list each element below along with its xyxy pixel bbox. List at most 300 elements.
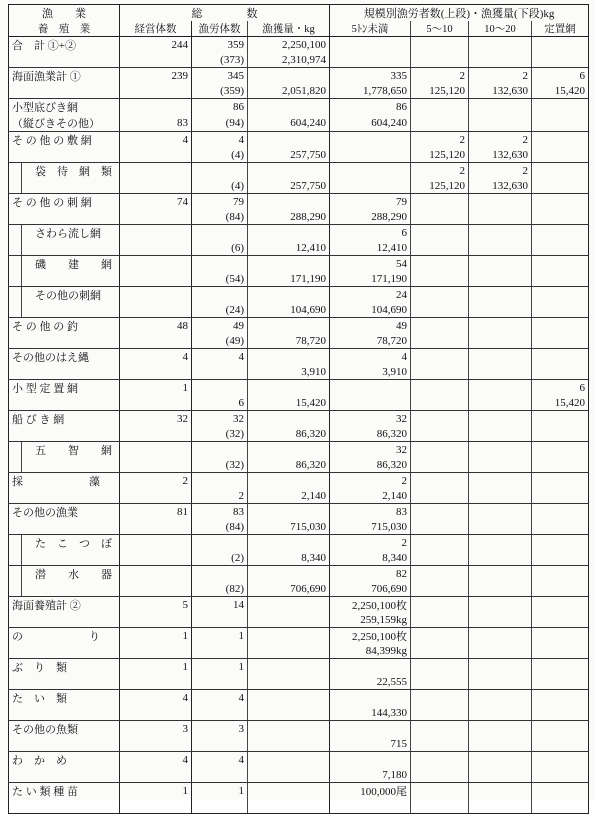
cell-catch: [248, 256, 330, 273]
cell-catch: [248, 659, 330, 676]
cell-fixed-net: [532, 582, 589, 597]
table-row: [9, 799, 589, 814]
header-category-bottom: 養 殖 業: [9, 21, 120, 37]
cell-fixed-net: [532, 768, 589, 783]
row-category-label-sub: [9, 53, 120, 68]
row-category-label: 合 計 ①+②: [9, 37, 120, 54]
cell-fixed-net: [532, 613, 589, 628]
cell-workers: (49): [192, 334, 248, 349]
cell-fixed-net: [532, 318, 589, 335]
cell-size-5-10: [411, 225, 469, 242]
cell-entities: [120, 210, 192, 225]
table-row: [9, 504, 589, 521]
table-row: [9, 210, 589, 225]
cell-fixed-net: 15,420: [532, 84, 589, 99]
cell-size-under5: 2,250,100枚: [330, 597, 411, 614]
row-category-label: 磯 建 網: [9, 256, 120, 273]
cell-workers: (4): [192, 148, 248, 163]
cell-entities: [120, 675, 192, 690]
cell-fixed-net: [532, 225, 589, 242]
table-row: [9, 597, 589, 614]
cell-size-5-10: [411, 644, 469, 659]
cell-size-under5: 84,399kg: [330, 644, 411, 659]
cell-workers: [192, 442, 248, 459]
cell-size-10-20: [469, 644, 532, 659]
row-category-label: その他の漁業: [9, 504, 120, 521]
cell-entities: [120, 163, 192, 180]
cell-size-under5: 79: [330, 194, 411, 211]
header-row-bottom: [9, 21, 589, 37]
cell-entities: [120, 613, 192, 628]
table-row: [9, 442, 589, 459]
cell-catch: [248, 690, 330, 707]
table-row: [9, 241, 589, 256]
cell-entities: [120, 148, 192, 163]
cell-fixed-net: 6: [532, 68, 589, 85]
cell-catch: [248, 706, 330, 721]
row-category-label: 小 型 定 置 網: [9, 380, 120, 397]
row-category-label: その他の刺網: [9, 287, 120, 304]
cell-fixed-net: [532, 365, 589, 380]
cell-size-10-20: 132,630: [469, 84, 532, 99]
cell-entities: [120, 179, 192, 194]
cell-size-under5: 2: [330, 473, 411, 490]
cell-workers: 1: [192, 628, 248, 645]
cell-size-10-20: [469, 349, 532, 366]
header-size-5-10: 5～10: [411, 21, 469, 37]
cell-size-under5: 100,000尾: [330, 783, 411, 800]
row-category-label-sub: [9, 303, 120, 318]
cell-size-under5: 1,778,650: [330, 84, 411, 99]
cell-size-5-10: [411, 752, 469, 769]
cell-size-10-20: [469, 783, 532, 800]
cell-size-5-10: [411, 613, 469, 628]
cell-size-10-20: [469, 241, 532, 256]
row-category-label-sub: [9, 768, 120, 783]
table-row: [9, 179, 589, 194]
row-category-label-sub: [9, 489, 120, 504]
row-category-label-sub: [9, 675, 120, 690]
cell-entities: 1: [120, 628, 192, 645]
cell-workers: 1: [192, 659, 248, 676]
cell-fixed-net: [532, 349, 589, 366]
cell-workers: [192, 535, 248, 552]
cell-size-5-10: [411, 99, 469, 116]
cell-workers: (24): [192, 303, 248, 318]
cell-size-under5: 2: [330, 535, 411, 552]
cell-catch: 15,420: [248, 396, 330, 411]
cell-workers: 4: [192, 132, 248, 149]
cell-catch: 3,910: [248, 365, 330, 380]
cell-size-10-20: [469, 582, 532, 597]
cell-entities: [120, 287, 192, 304]
cell-workers: [192, 256, 248, 273]
cell-size-10-20: [469, 272, 532, 287]
cell-size-5-10: [411, 442, 469, 459]
cell-fixed-net: [532, 99, 589, 116]
cell-fixed-net: [532, 210, 589, 225]
cell-catch: 8,340: [248, 551, 330, 566]
table-row: [9, 380, 589, 397]
cell-entities: [120, 535, 192, 552]
cell-catch: 86,320: [248, 427, 330, 442]
cell-size-5-10: [411, 380, 469, 397]
table-row: [9, 535, 589, 552]
row-category-label: 五 智 網: [9, 442, 120, 459]
cell-size-10-20: [469, 721, 532, 738]
cell-workers: [192, 380, 248, 397]
cell-size-5-10: [411, 768, 469, 783]
cell-catch: [248, 99, 330, 116]
cell-size-5-10: [411, 194, 469, 211]
cell-fixed-net: 15,420: [532, 396, 589, 411]
cell-catch: [248, 675, 330, 690]
cell-size-10-20: [469, 659, 532, 676]
cell-fixed-net: [532, 334, 589, 349]
cell-fixed-net: [532, 411, 589, 428]
cell-size-5-10: [411, 628, 469, 645]
cell-entities: 5: [120, 597, 192, 614]
cell-size-5-10: [411, 799, 469, 814]
cell-catch: 257,750: [248, 148, 330, 163]
cell-workers: [192, 163, 248, 180]
cell-size-10-20: 2: [469, 163, 532, 180]
cell-size-10-20: [469, 287, 532, 304]
cell-workers: [192, 473, 248, 490]
cell-fixed-net: [532, 706, 589, 721]
cell-size-under5: 604,240: [330, 115, 411, 132]
cell-size-under5: 3,910: [330, 365, 411, 380]
cell-size-5-10: [411, 473, 469, 490]
cell-entities: 81: [120, 504, 192, 521]
table-row: [9, 551, 589, 566]
cell-catch: [248, 287, 330, 304]
table-row: [9, 613, 589, 628]
cell-size-5-10: [411, 287, 469, 304]
cell-size-under5: 32: [330, 442, 411, 459]
cell-catch: [248, 752, 330, 769]
table-row: [9, 148, 589, 163]
cell-fixed-net: [532, 179, 589, 194]
cell-size-10-20: [469, 520, 532, 535]
cell-fixed-net: [532, 37, 589, 54]
cell-size-10-20: [469, 303, 532, 318]
cell-size-5-10: [411, 334, 469, 349]
cell-catch: [248, 163, 330, 180]
cell-fixed-net: [532, 799, 589, 814]
cell-workers: 345: [192, 68, 248, 85]
header-size-under5: 5ﾄﾝ未満: [330, 21, 411, 37]
cell-entities: 48: [120, 318, 192, 335]
cell-size-5-10: [411, 256, 469, 273]
cell-catch: [248, 644, 330, 659]
cell-size-under5: 86,320: [330, 427, 411, 442]
cell-size-10-20: [469, 256, 532, 273]
cell-size-10-20: [469, 706, 532, 721]
cell-fixed-net: [532, 473, 589, 490]
cell-entities: [120, 365, 192, 380]
table-row: [9, 458, 589, 473]
row-category-label: 小型底びき網: [9, 99, 120, 116]
cell-catch: [248, 318, 330, 335]
cell-size-under5: [330, 163, 411, 180]
row-category-label: さわら流し網: [9, 225, 120, 242]
cell-catch: [248, 349, 330, 366]
cell-fixed-net: [532, 535, 589, 552]
cell-size-10-20: [469, 752, 532, 769]
cell-size-under5: [330, 752, 411, 769]
cell-size-10-20: [469, 318, 532, 335]
cell-fixed-net: [532, 520, 589, 535]
row-category-label: 船 び き 網: [9, 411, 120, 428]
table-row: [9, 53, 589, 68]
cell-entities: [120, 442, 192, 459]
cell-size-under5: [330, 148, 411, 163]
cell-size-under5: 715: [330, 737, 411, 752]
row-category-label: 潜 水 器: [9, 566, 120, 583]
cell-catch: [248, 194, 330, 211]
cell-size-5-10: [411, 504, 469, 521]
cell-catch: [248, 132, 330, 149]
cell-size-under5: 8,340: [330, 551, 411, 566]
cell-catch: 12,410: [248, 241, 330, 256]
cell-size-5-10: 125,120: [411, 148, 469, 163]
cell-entities: [120, 799, 192, 814]
table-row: [9, 99, 589, 116]
table-row: [9, 768, 589, 783]
row-category-label: わ か め: [9, 752, 120, 769]
cell-entities: 2: [120, 473, 192, 490]
row-category-label-sub: [9, 582, 120, 597]
cell-size-10-20: [469, 380, 532, 397]
table-row: [9, 473, 589, 490]
cell-entities: 32: [120, 411, 192, 428]
table-row: [9, 334, 589, 349]
table-row: [9, 520, 589, 535]
cell-fixed-net: [532, 721, 589, 738]
table-row: [9, 489, 589, 504]
table-row: [9, 706, 589, 721]
table-row: [9, 349, 589, 366]
cell-size-10-20: [469, 799, 532, 814]
fishery-statistics-table: [8, 4, 589, 814]
cell-size-10-20: 2: [469, 132, 532, 149]
cell-entities: [120, 272, 192, 287]
cell-entities: [120, 566, 192, 583]
cell-entities: [120, 768, 192, 783]
cell-entities: 4: [120, 132, 192, 149]
cell-size-10-20: 132,630: [469, 179, 532, 194]
cell-fixed-net: [532, 287, 589, 304]
cell-workers: 3: [192, 721, 248, 738]
cell-size-5-10: [411, 37, 469, 54]
cell-size-5-10: [411, 303, 469, 318]
cell-fixed-net: [532, 272, 589, 287]
cell-size-under5: 288,290: [330, 210, 411, 225]
table-row: [9, 115, 589, 132]
cell-size-5-10: [411, 427, 469, 442]
cell-workers: (84): [192, 520, 248, 535]
cell-fixed-net: [532, 644, 589, 659]
cell-workers: (94): [192, 115, 248, 132]
cell-size-5-10: [411, 659, 469, 676]
cell-size-5-10: [411, 520, 469, 535]
cell-entities: 74: [120, 194, 192, 211]
cell-fixed-net: [532, 551, 589, 566]
cell-size-under5: 86: [330, 99, 411, 116]
cell-workers: 6: [192, 396, 248, 411]
cell-entities: [120, 241, 192, 256]
row-category-label: た い 類 種 苗: [9, 783, 120, 800]
row-category-label-sub: [9, 84, 120, 99]
cell-size-under5: 171,190: [330, 272, 411, 287]
cell-size-10-20: 132,630: [469, 148, 532, 163]
row-category-label: の り: [9, 628, 120, 645]
cell-size-10-20: [469, 53, 532, 68]
row-category-label-sub: [9, 241, 120, 256]
table-row: [9, 68, 589, 85]
cell-catch: [248, 473, 330, 490]
cell-size-under5: [330, 179, 411, 194]
cell-workers: (373): [192, 53, 248, 68]
cell-workers: 359: [192, 37, 248, 54]
cell-catch: 604,240: [248, 115, 330, 132]
row-category-label-sub: [9, 706, 120, 721]
cell-fixed-net: [532, 163, 589, 180]
cell-size-5-10: 2: [411, 68, 469, 85]
cell-size-5-10: [411, 396, 469, 411]
row-category-label: 採 藻: [9, 473, 120, 490]
cell-size-5-10: [411, 458, 469, 473]
table-row: [9, 396, 589, 411]
table-row: [9, 37, 589, 54]
cell-size-under5: 335: [330, 68, 411, 85]
cell-entities: [120, 489, 192, 504]
table-row: [9, 783, 589, 800]
cell-fixed-net: [532, 427, 589, 442]
cell-size-under5: 12,410: [330, 241, 411, 256]
cell-entities: [120, 458, 192, 473]
cell-workers: (54): [192, 272, 248, 287]
table-row: [9, 721, 589, 738]
row-category-label-sub: [9, 520, 120, 535]
cell-size-5-10: [411, 566, 469, 583]
header-total: 総 数: [120, 5, 330, 22]
cell-catch: [248, 799, 330, 814]
cell-size-5-10: [411, 349, 469, 366]
row-category-label: 海面漁業計 ①: [9, 68, 120, 85]
row-category-label-sub: [9, 334, 120, 349]
header-row-top: [9, 5, 589, 22]
row-category-label-sub: [9, 551, 120, 566]
cell-entities: 1: [120, 659, 192, 676]
cell-catch: [248, 535, 330, 552]
cell-catch: [248, 628, 330, 645]
cell-size-5-10: [411, 737, 469, 752]
table-row: [9, 84, 589, 99]
cell-catch: 104,690: [248, 303, 330, 318]
cell-workers: [192, 566, 248, 583]
row-category-label-sub: [9, 458, 120, 473]
cell-size-under5: [330, 380, 411, 397]
cell-entities: [120, 551, 192, 566]
cell-size-under5: 78,720: [330, 334, 411, 349]
cell-size-10-20: [469, 613, 532, 628]
cell-size-under5: [330, 799, 411, 814]
cell-workers: 2: [192, 489, 248, 504]
cell-workers: [192, 768, 248, 783]
cell-size-10-20: [469, 504, 532, 521]
cell-workers: [192, 613, 248, 628]
cell-entities: 4: [120, 752, 192, 769]
cell-size-10-20: [469, 566, 532, 583]
table-row: [9, 256, 589, 273]
cell-size-10-20: [469, 194, 532, 211]
cell-size-10-20: [469, 551, 532, 566]
cell-size-10-20: [469, 675, 532, 690]
cell-size-10-20: [469, 210, 532, 225]
row-category-label: た い 類: [9, 690, 120, 707]
table-row: [9, 659, 589, 676]
cell-workers: (32): [192, 427, 248, 442]
cell-catch: [248, 737, 330, 752]
cell-size-under5: 32: [330, 411, 411, 428]
cell-size-under5: 24: [330, 287, 411, 304]
cell-size-under5: 2,250,100枚: [330, 628, 411, 645]
cell-size-5-10: [411, 115, 469, 132]
cell-catch: [248, 442, 330, 459]
cell-size-10-20: [469, 99, 532, 116]
cell-entities: [120, 303, 192, 318]
cell-entities: [120, 427, 192, 442]
cell-size-10-20: [469, 628, 532, 645]
cell-workers: 83: [192, 504, 248, 521]
cell-size-10-20: [469, 535, 532, 552]
cell-size-under5: [330, 132, 411, 149]
cell-entities: [120, 53, 192, 68]
cell-entities: [120, 706, 192, 721]
cell-fixed-net: [532, 752, 589, 769]
cell-size-5-10: [411, 597, 469, 614]
cell-catch: 715,030: [248, 520, 330, 535]
cell-size-10-20: [469, 489, 532, 504]
cell-entities: 4: [120, 690, 192, 707]
cell-catch: 86,320: [248, 458, 330, 473]
cell-size-under5: 4: [330, 349, 411, 366]
row-category-label: その他のはえ縄: [9, 349, 120, 366]
header-category-top: 漁 業: [9, 5, 120, 22]
cell-workers: [192, 799, 248, 814]
table-row: [9, 272, 589, 287]
cell-fixed-net: [532, 675, 589, 690]
cell-size-10-20: [469, 427, 532, 442]
cell-fixed-net: [532, 241, 589, 256]
cell-size-10-20: [469, 411, 532, 428]
cell-size-10-20: [469, 597, 532, 614]
cell-size-5-10: [411, 675, 469, 690]
cell-fixed-net: [532, 504, 589, 521]
cell-catch: 171,190: [248, 272, 330, 287]
cell-size-under5: 6: [330, 225, 411, 242]
table-row: [9, 737, 589, 752]
cell-size-5-10: 2: [411, 132, 469, 149]
cell-size-10-20: [469, 458, 532, 473]
table-row: [9, 582, 589, 597]
cell-catch: 2,310,974: [248, 53, 330, 68]
cell-workers: (2): [192, 551, 248, 566]
header-catch: 漁獲量・kg: [248, 21, 330, 37]
cell-workers: 4: [192, 752, 248, 769]
